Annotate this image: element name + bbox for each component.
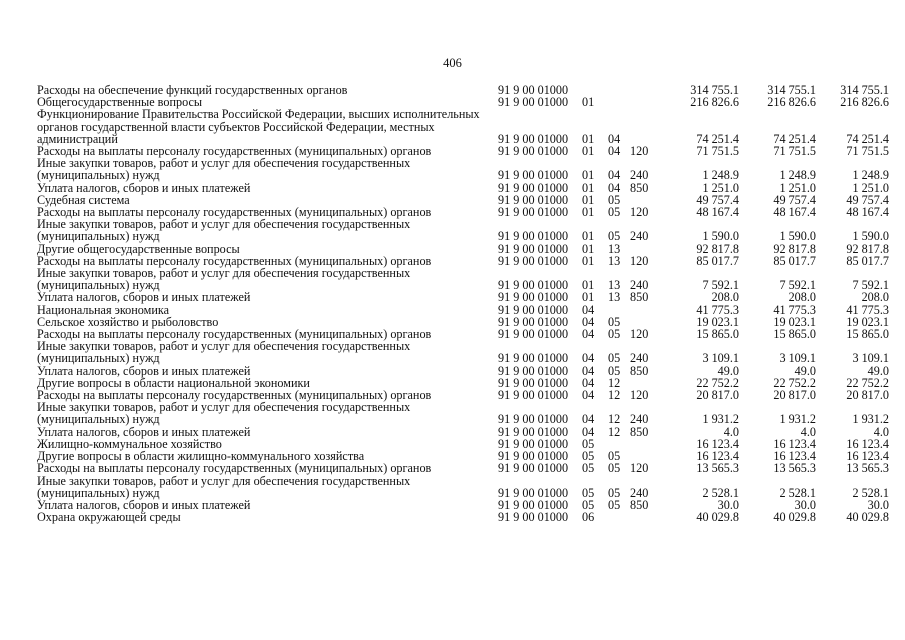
amount-year-1: 85 017.7 (696, 253, 739, 268)
amount-year-2: 3 109.1 (779, 351, 816, 366)
table-row (37, 462, 889, 474)
amount-year-1: 4.0 (723, 424, 739, 439)
table-row (37, 267, 889, 291)
subsection-code (608, 84, 630, 96)
section-code: 05 (582, 485, 595, 500)
section-code: 05 (582, 436, 595, 451)
expense-type-code: 120 (630, 327, 649, 342)
target-article-code: 91 9 00 01000 (498, 485, 569, 500)
amount-year-1: 22 752.2 (696, 375, 739, 390)
expense-type-code: 850 (630, 363, 649, 378)
amount-year-2: 49 757.4 (773, 192, 816, 207)
subsection-code: 05 (608, 229, 621, 244)
row-name: Уплата налогов, сборов и иных платежей (37, 290, 251, 305)
amount-year-2: 48 167.4 (773, 205, 816, 220)
subsection-code: 05 (608, 449, 621, 464)
section-code: 01 (582, 144, 595, 159)
amount-year-3: 2 528.1 (852, 485, 889, 500)
row-name: Иные закупки товаров, работ и услуг для обеспечения государственных (муниципальных) нужд (37, 266, 411, 293)
amount-year-1: 2 528.1 (702, 485, 739, 500)
expense-type-code (630, 96, 666, 108)
section-code: 04 (582, 375, 595, 390)
amount-year-3: 208.0 (861, 290, 889, 305)
amount-year-2: 74 251.4 (773, 131, 816, 146)
target-article-code: 91 9 00 01000 (498, 302, 569, 317)
amount-year-2: 7 592.1 (779, 278, 816, 293)
subsection-code (608, 96, 630, 108)
section-code: 06 (582, 510, 595, 525)
section-code: 04 (582, 302, 595, 317)
expense-type-code: 120 (630, 205, 649, 220)
target-article-code: 91 9 00 01000 (498, 253, 569, 268)
row-name: Расходы на выплаты персоналу государственных (муниципальных) органов (37, 388, 432, 403)
amount-year-1: 1 590.0 (702, 229, 739, 244)
amount-year-1: 48 167.4 (696, 205, 739, 220)
amount-year-2: 49.0 (794, 363, 816, 378)
table-row (37, 401, 889, 425)
subsection-code: 05 (608, 327, 621, 342)
amount-year-1: 3 109.1 (702, 351, 739, 366)
target-article-code: 91 9 00 01000 (498, 131, 569, 146)
amount-year-2: 2 528.1 (779, 485, 816, 500)
amount-year-3: 74 251.4 (846, 131, 889, 146)
subsection-code: 12 (608, 424, 621, 439)
amount-year-3: 20 817.0 (846, 388, 889, 403)
section-code: 04 (582, 424, 595, 439)
row-name: Иные закупки товаров, работ и услуг для обеспечения государственных (муниципальных) нужд (37, 156, 411, 183)
amount-year-2: 20 817.0 (773, 388, 816, 403)
section-code: 01 (582, 278, 595, 293)
amount-year-1: 1 931.2 (702, 412, 739, 427)
subsection-code: 13 (608, 290, 621, 305)
row-name: Жилищно-коммунальное хозяйство (37, 436, 222, 451)
amount-year-1: 216 826.6 (690, 95, 739, 110)
amount-year-3: 71 751.5 (846, 144, 889, 159)
section-code: 04 (582, 388, 595, 403)
target-article-code: 91 9 00 01000 (498, 497, 569, 512)
subsection-code: 05 (608, 192, 621, 207)
expense-type-code: 850 (630, 180, 649, 195)
target-article-code: 91 9 00 01000 (498, 180, 569, 195)
section-code: 01 (582, 253, 595, 268)
amount-year-2: 19 023.1 (773, 314, 816, 329)
amount-year-1: 1 251.0 (702, 180, 739, 195)
amount-year-3: 314 755.1 (840, 83, 889, 97)
amount-year-1: 19 023.1 (696, 314, 739, 329)
amount-year-3: 41 775.3 (846, 302, 889, 317)
row-name: Расходы на выплаты персоналу государственных (муниципальных) органов (37, 253, 432, 268)
target-article-code: 91 9 00 01000 (498, 412, 569, 427)
amount-year-3: 4.0 (873, 424, 889, 439)
amount-year-2: 1 251.0 (779, 180, 816, 195)
subsection-code: 05 (608, 205, 621, 220)
amount-year-1: 40 029.8 (696, 510, 739, 525)
subsection-code: 05 (608, 461, 621, 476)
target-article-code: 91 9 00 01000 (498, 351, 569, 366)
target-article-code: 91 9 00 01000 (498, 83, 569, 97)
amount-year-2: 41 775.3 (773, 302, 816, 317)
row-name: Другие вопросы в области национальной экономики (37, 375, 310, 390)
amount-year-1: 74 251.4 (696, 131, 739, 146)
target-article-code: 91 9 00 01000 (498, 205, 569, 220)
target-article-code: 91 9 00 01000 (498, 510, 569, 525)
amount-year-3: 1 590.0 (852, 229, 889, 244)
expense-type-code: 850 (630, 424, 649, 439)
row-name: Расходы на выплаты персоналу государственных (муниципальных) органов (37, 144, 432, 159)
subsection-code: 04 (608, 131, 621, 146)
amount-year-1: 49 757.4 (696, 192, 739, 207)
subsection-code (608, 511, 630, 523)
row-name: Уплата налогов, сборов и иных платежей (37, 424, 251, 439)
amount-year-3: 30.0 (867, 497, 889, 512)
amount-year-1: 1 248.9 (702, 168, 739, 183)
target-article-code: 91 9 00 01000 (498, 436, 569, 451)
subsection-code: 05 (608, 497, 621, 512)
amount-year-3: 13 565.3 (846, 461, 889, 476)
row-name: Уплата налогов, сборов и иных платежей (37, 497, 251, 512)
amount-year-3: 92 817.8 (846, 241, 889, 256)
amount-year-3: 1 931.2 (852, 412, 889, 427)
row-name: Другие вопросы в области жилищно-коммунального хозяйства (37, 449, 365, 464)
amount-year-3: 7 592.1 (852, 278, 889, 293)
subsection-code: 05 (608, 351, 621, 366)
subsection-code: 13 (608, 278, 621, 293)
row-name: Иные закупки товаров, работ и услуг для обеспечения государственных (муниципальных) нужд (37, 217, 411, 244)
amount-year-2: 13 565.3 (773, 461, 816, 476)
target-article-code: 91 9 00 01000 (498, 461, 569, 476)
amount-year-1: 20 817.0 (696, 388, 739, 403)
amount-year-3: 1 251.0 (852, 180, 889, 195)
target-article-code: 91 9 00 01000 (498, 375, 569, 390)
amount-year-1: 41 775.3 (696, 302, 739, 317)
target-article-code: 91 9 00 01000 (498, 327, 569, 342)
section-code: 04 (582, 351, 595, 366)
target-article-code: 91 9 00 01000 (498, 363, 569, 378)
amount-year-2: 15 865.0 (773, 327, 816, 342)
subsection-code: 04 (608, 144, 621, 159)
expense-type-code: 120 (630, 461, 649, 476)
section-code: 04 (582, 363, 595, 378)
amount-year-1: 13 565.3 (696, 461, 739, 476)
expense-type-code (630, 84, 666, 96)
expense-type-code: 120 (630, 144, 649, 159)
table-row (37, 291, 889, 303)
section-code: 05 (582, 449, 595, 464)
row-name: Иные закупки товаров, работ и услуг для обеспечения государственных (муниципальных) нужд (37, 400, 411, 427)
subsection-code: 13 (608, 241, 621, 256)
row-name: Функционирование Правительства Российской Федерации, высших исполнительных органов государственной власти субъектов Российской Федерации, местных администраций (37, 107, 480, 146)
expense-type-code (630, 108, 666, 145)
expense-type-code: 120 (630, 388, 649, 403)
expense-type-code (630, 243, 666, 255)
amount-year-2: 1 590.0 (779, 229, 816, 244)
expense-type-code (630, 438, 666, 450)
subsection-code: 12 (608, 412, 621, 427)
target-article-code: 91 9 00 01000 (498, 388, 569, 403)
row-name: Другие общегосударственные вопросы (37, 241, 240, 256)
amount-year-3: 49 757.4 (846, 192, 889, 207)
target-article-code: 91 9 00 01000 (498, 290, 569, 305)
amount-year-3: 16 123.4 (846, 449, 889, 464)
amount-year-1: 16 123.4 (696, 436, 739, 451)
amount-year-3: 15 865.0 (846, 327, 889, 342)
budget-table (37, 84, 889, 523)
page-number: 406 (443, 56, 462, 70)
expense-type-code: 240 (630, 168, 649, 183)
subsection-code: 05 (608, 485, 621, 500)
section-code: 01 (582, 192, 595, 207)
expense-type-code: 120 (630, 253, 649, 268)
amount-year-1: 208.0 (711, 290, 739, 305)
amount-year-3: 16 123.4 (846, 436, 889, 451)
target-article-code: 91 9 00 01000 (498, 229, 569, 244)
subsection-code: 05 (608, 314, 621, 329)
expense-type-code: 240 (630, 278, 649, 293)
table-row (37, 243, 889, 255)
amount-year-1: 15 865.0 (696, 327, 739, 342)
subsection-code: 13 (608, 253, 621, 268)
expense-type-code: 240 (630, 351, 649, 366)
row-name: Уплата налогов, сборов и иных платежей (37, 363, 251, 378)
expense-type-code: 850 (630, 290, 649, 305)
section-code: 05 (582, 461, 595, 476)
section-code: 01 (582, 241, 595, 256)
section-code: 04 (582, 314, 595, 329)
amount-year-1: 30.0 (717, 497, 739, 512)
row-name: Национальная экономика (37, 302, 170, 317)
target-article-code: 91 9 00 01000 (498, 241, 569, 256)
amount-year-2: 208.0 (788, 290, 816, 305)
target-article-code: 91 9 00 01000 (498, 449, 569, 464)
row-name: Расходы на обеспечение функций государственных органов (37, 83, 348, 97)
amount-year-2: 85 017.7 (773, 253, 816, 268)
amount-year-1: 71 751.5 (696, 144, 739, 159)
amount-year-3: 216 826.6 (840, 95, 889, 110)
section-code: 01 (582, 290, 595, 305)
section-code: 01 (582, 95, 595, 110)
amount-year-2: 314 755.1 (767, 83, 816, 97)
amount-year-3: 22 752.2 (846, 375, 889, 390)
section-code: 01 (582, 131, 595, 146)
section-code: 01 (582, 205, 595, 220)
table-row (37, 182, 889, 194)
subsection-code: 04 (608, 168, 621, 183)
target-article-code: 91 9 00 01000 (498, 314, 569, 329)
amount-year-1: 92 817.8 (696, 241, 739, 256)
expense-type-code: 240 (630, 412, 649, 427)
amount-year-2: 1 248.9 (779, 168, 816, 183)
table-row (37, 108, 889, 145)
section-code: 04 (582, 412, 595, 427)
section-code: 04 (582, 327, 595, 342)
target-article-code: 91 9 00 01000 (498, 168, 569, 183)
amount-year-2: 30.0 (794, 497, 816, 512)
amount-year-1: 7 592.1 (702, 278, 739, 293)
amount-year-2: 40 029.8 (773, 510, 816, 525)
row-name: Судебная система (37, 192, 130, 207)
expense-type-code: 850 (630, 497, 649, 512)
expense-type-code: 240 (630, 229, 649, 244)
expense-type-code (630, 511, 666, 523)
amount-year-3: 3 109.1 (852, 351, 889, 366)
target-article-code: 91 9 00 01000 (498, 424, 569, 439)
row-name: Уплата налогов, сборов и иных платежей (37, 180, 251, 195)
target-article-code: 91 9 00 01000 (498, 95, 569, 110)
amount-year-3: 1 248.9 (852, 168, 889, 183)
amount-year-3: 49.0 (867, 363, 889, 378)
subsection-code: 04 (608, 180, 621, 195)
section-code: 01 (582, 229, 595, 244)
row-name: Расходы на выплаты персоналу государственных (муниципальных) органов (37, 327, 432, 342)
amount-year-2: 92 817.8 (773, 241, 816, 256)
amount-year-3: 85 017.7 (846, 253, 889, 268)
row-name: Общегосударственные вопросы (37, 95, 203, 110)
target-article-code: 91 9 00 01000 (498, 192, 569, 207)
table-row (37, 218, 889, 242)
amount-year-3: 48 167.4 (846, 205, 889, 220)
expense-type-code: 240 (630, 485, 649, 500)
section-code: 01 (582, 168, 595, 183)
table-row (37, 157, 889, 181)
amount-year-3: 19 023.1 (846, 314, 889, 329)
row-name: Иные закупки товаров, работ и услуг для обеспечения государственных (муниципальных) нужд (37, 339, 411, 366)
amount-year-2: 4.0 (800, 424, 816, 439)
amount-year-2: 16 123.4 (773, 449, 816, 464)
amount-year-1: 49.0 (717, 363, 739, 378)
row-name: Иные закупки товаров, работ и услуг для обеспечения государственных (муниципальных) нужд (37, 473, 411, 500)
expense-type-code (630, 304, 666, 316)
amount-year-1: 314 755.1 (690, 83, 739, 97)
table-row (37, 511, 889, 523)
subsection-code: 12 (608, 375, 621, 390)
table-row (37, 340, 889, 364)
amount-year-2: 71 751.5 (773, 144, 816, 159)
amount-year-2: 22 752.2 (773, 375, 816, 390)
row-name: Расходы на выплаты персоналу государственных (муниципальных) органов (37, 461, 432, 476)
amount-year-2: 1 931.2 (779, 412, 816, 427)
section-code: 05 (582, 497, 595, 512)
subsection-code: 05 (608, 363, 621, 378)
row-name: Охрана окружающей среды (37, 510, 181, 525)
amount-year-3: 40 029.8 (846, 510, 889, 525)
section-code: 01 (582, 180, 595, 195)
amount-year-1: 16 123.4 (696, 449, 739, 464)
target-article-code: 91 9 00 01000 (498, 144, 569, 159)
target-article-code: 91 9 00 01000 (498, 278, 569, 293)
subsection-code: 12 (608, 388, 621, 403)
amount-year-2: 16 123.4 (773, 436, 816, 451)
budget-table-body (37, 84, 889, 523)
amount-year-2: 216 826.6 (767, 95, 816, 110)
row-name: Сельское хозяйство и рыболовство (37, 314, 219, 329)
table-row (37, 475, 889, 499)
row-name: Расходы на выплаты персоналу государственных (муниципальных) органов (37, 205, 432, 220)
